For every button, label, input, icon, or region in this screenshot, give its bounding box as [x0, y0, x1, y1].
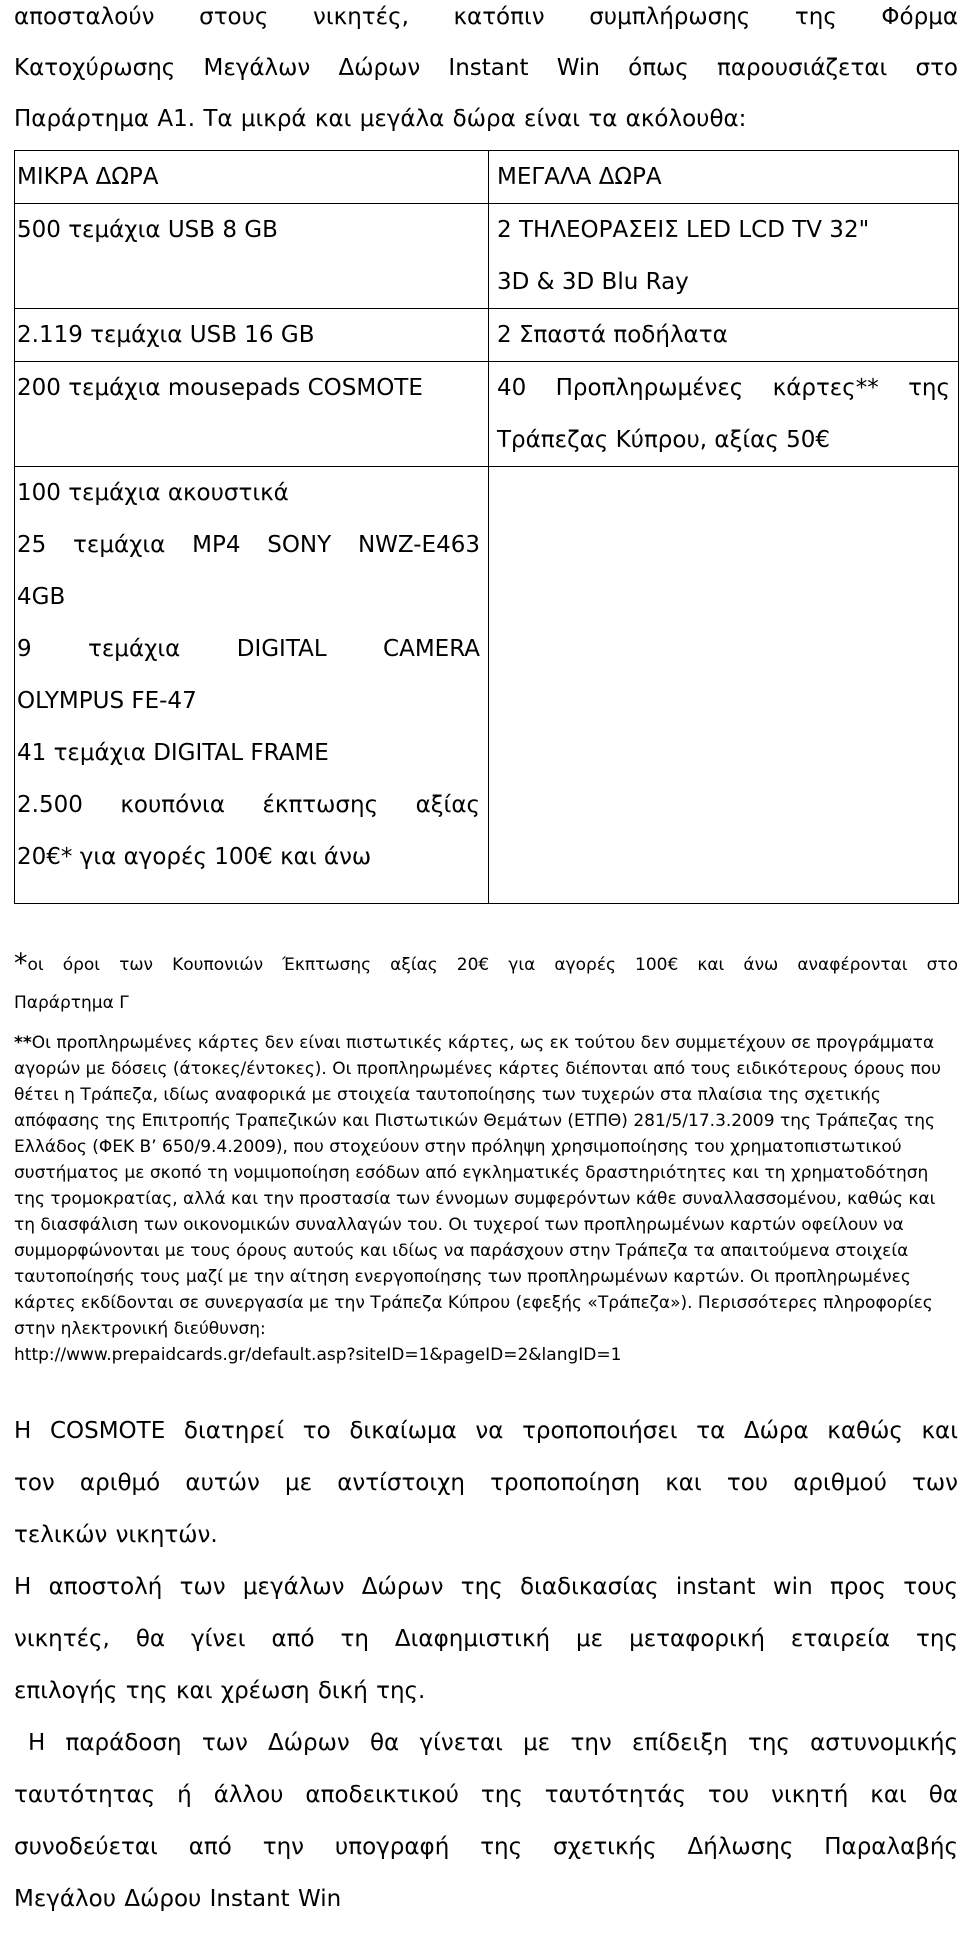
footnote-appendix-ref: Παράρτημα Γ — [14, 993, 129, 1013]
header-small-prizes: ΜΙΚΡΑ ΔΩΡΑ — [15, 151, 489, 204]
big-prize-cell: 2 Σπαστά ποδήλατα — [489, 309, 959, 362]
prepaid-cards-url[interactable]: http://www.prepaidcards.gr/default.asp?siteID=1&pageID=2&langID=1 — [14, 1345, 622, 1365]
small-prize-cell: 500 τεμάχια USB 8 GB — [15, 204, 489, 309]
small-prize-cell-list: 100 τεμάχια ακουστικά 25 τεμάχια MP4 SONY NWZ-E463 4GB 9 τεμάχια DIGITAL CAMERA OLYMPUS FE-47 41 τεμάχια DIGITAL FRAME 2.500 κουπόνια έκπτωσης αξίας 20€* για αγορές 100€ και άνω — [15, 467, 489, 904]
footnotes — [14, 945, 958, 1368]
table-row — [15, 309, 959, 362]
small-prize-cell: 2.119 τεμάχια USB 16 GB — [15, 309, 489, 362]
header-big-prizes: ΜΕΓΑΛΑ ΔΩΡΑ — [489, 151, 959, 204]
big-prize-cell: 2 ΤΗΛΕΟΡΑΣΕΙΣ LED LCD TV 32" 3D & 3D Blu Ray — [489, 204, 959, 309]
intro-line-1: αποσταλούν στους νικητές, κατόπιν συμπλήρωσης της Φόρμα — [14, 4, 958, 30]
intro-line-2: Κατοχύρωσης Μεγάλων Δώρων Instant Win όπως παρουσιάζεται στο — [14, 55, 958, 81]
paragraph-prize-changes: Η COSMOTE διατηρεί το δικαίωμα να τροποποιήσει τα Δώρα καθώς και τον αριθμό αυτών με αντίστοιχη τροποποίηση και του αριθμού των τελικών νικητών. — [14, 1418, 958, 1548]
closing-section — [14, 1405, 958, 1925]
footnote-star: * — [14, 948, 28, 979]
prize-table — [14, 150, 959, 904]
small-prize-cell: 200 τεμάχια mousepads COSMOTE — [15, 362, 489, 467]
paragraph-handover: Η παράδοση των Δώρων θα γίνεται με την επίδειξη της αστυνομικής ταυτότητας ή άλλου αποδεικτικού της ταυτότητάς του νικητή και θα συνοδεύεται από την υπογραφή της σχετικής Δήλωσης Παραλαβής Μεγάλου Δώρου Instant Win — [14, 1730, 958, 1912]
table-header-row — [15, 151, 959, 204]
footnote-prepaid-cards: **Οι προπληρωμένες κάρτες δεν είναι πιστωτικές κάρτες, ως εκ τούτου δεν συμμετέχουν σε προγράμματα αγορών με δόσεις (άτοκες/έντοκες). Οι προπληρωμένες κάρτες διέπονται από τους ειδικότερους όρους που θέτει η Τράπεζα, ιδίως αναφορικά με στοιχεία ταυτοποίησης των τυχερών στα πλαίσια της σχετικής απόφασης της Επιτροπής Τραπεζικών και Πιστωτικών Θεμάτων (ΕΤΠΘ) 281/5/17.3.2009 της Τράπεζας της Ελλάδος (ΦΕΚ Β’ 650/9.4.2009), που στοχεύουν στην πρόληψη χρησιμοποίησης του χρηματοπιστωτικού συστήματος με σκοπό τη νομιμοποίηση εσόδων από εγκληματικές δραστηριότητες και τη χρηματοδότηση της τρομοκρατίας, αλλά και την προστασία των έννομων συμφερόντων κάθε συναλλασσομένου, καθώς και τη διασφάλιση των οικονομικών συναλλαγών του. Οι τυχεροί των προπληρωμένων καρτών οφείλουν να συμμορφώνονται με τους όρους αυτούς και ιδίως να παράσχουν στην Τράπεζα τα απαιτούμενα στοιχεία ταυτοποίησής τους μαζί με την αίτηση ενεργοποίησης των προπληρωμένων καρτών. Οι προπληρωμένες κάρτες εκδίδονται σε συνεργασία με την Τράπεζα Κύπρου (εφεξής «Τράπεζα»). Περισσότερες πληροφορίες στην ηλεκτρονική διεύθυνση: http://www.prepaidcards.gr/default.asp?siteID=1&pageID=2&langID=1 — [14, 1033, 941, 1365]
footnote-coupons: *οι όροι των Κουπονιών Έκπτωσης αξίας 20€ για αγορές 100€ και άνω αναφέρονται στο Παράρτημα Γ — [14, 948, 958, 1013]
big-prize-cell-empty — [489, 467, 959, 904]
table-row — [15, 467, 959, 904]
intro-paragraph — [14, 0, 958, 145]
table-row — [15, 204, 959, 309]
big-prize-cell: 40 Προπληρωμένες κάρτες** της Τράπεζας Κύπρου, αξίας 50€ — [489, 362, 959, 467]
table-row — [15, 362, 959, 467]
paragraph-delivery: Η αποστολή των μεγάλων Δώρων της διαδικασίας instant win προς τους νικητές, θα γίνει από τη Διαφημιστική με μεταφορική εταιρεία της επιλογής της και χρέωση δική της. — [14, 1574, 958, 1704]
intro-line-3: Παράρτημα Α1. Τα μικρά και μεγάλα δώρα είναι τα ακόλουθα: — [14, 106, 747, 132]
